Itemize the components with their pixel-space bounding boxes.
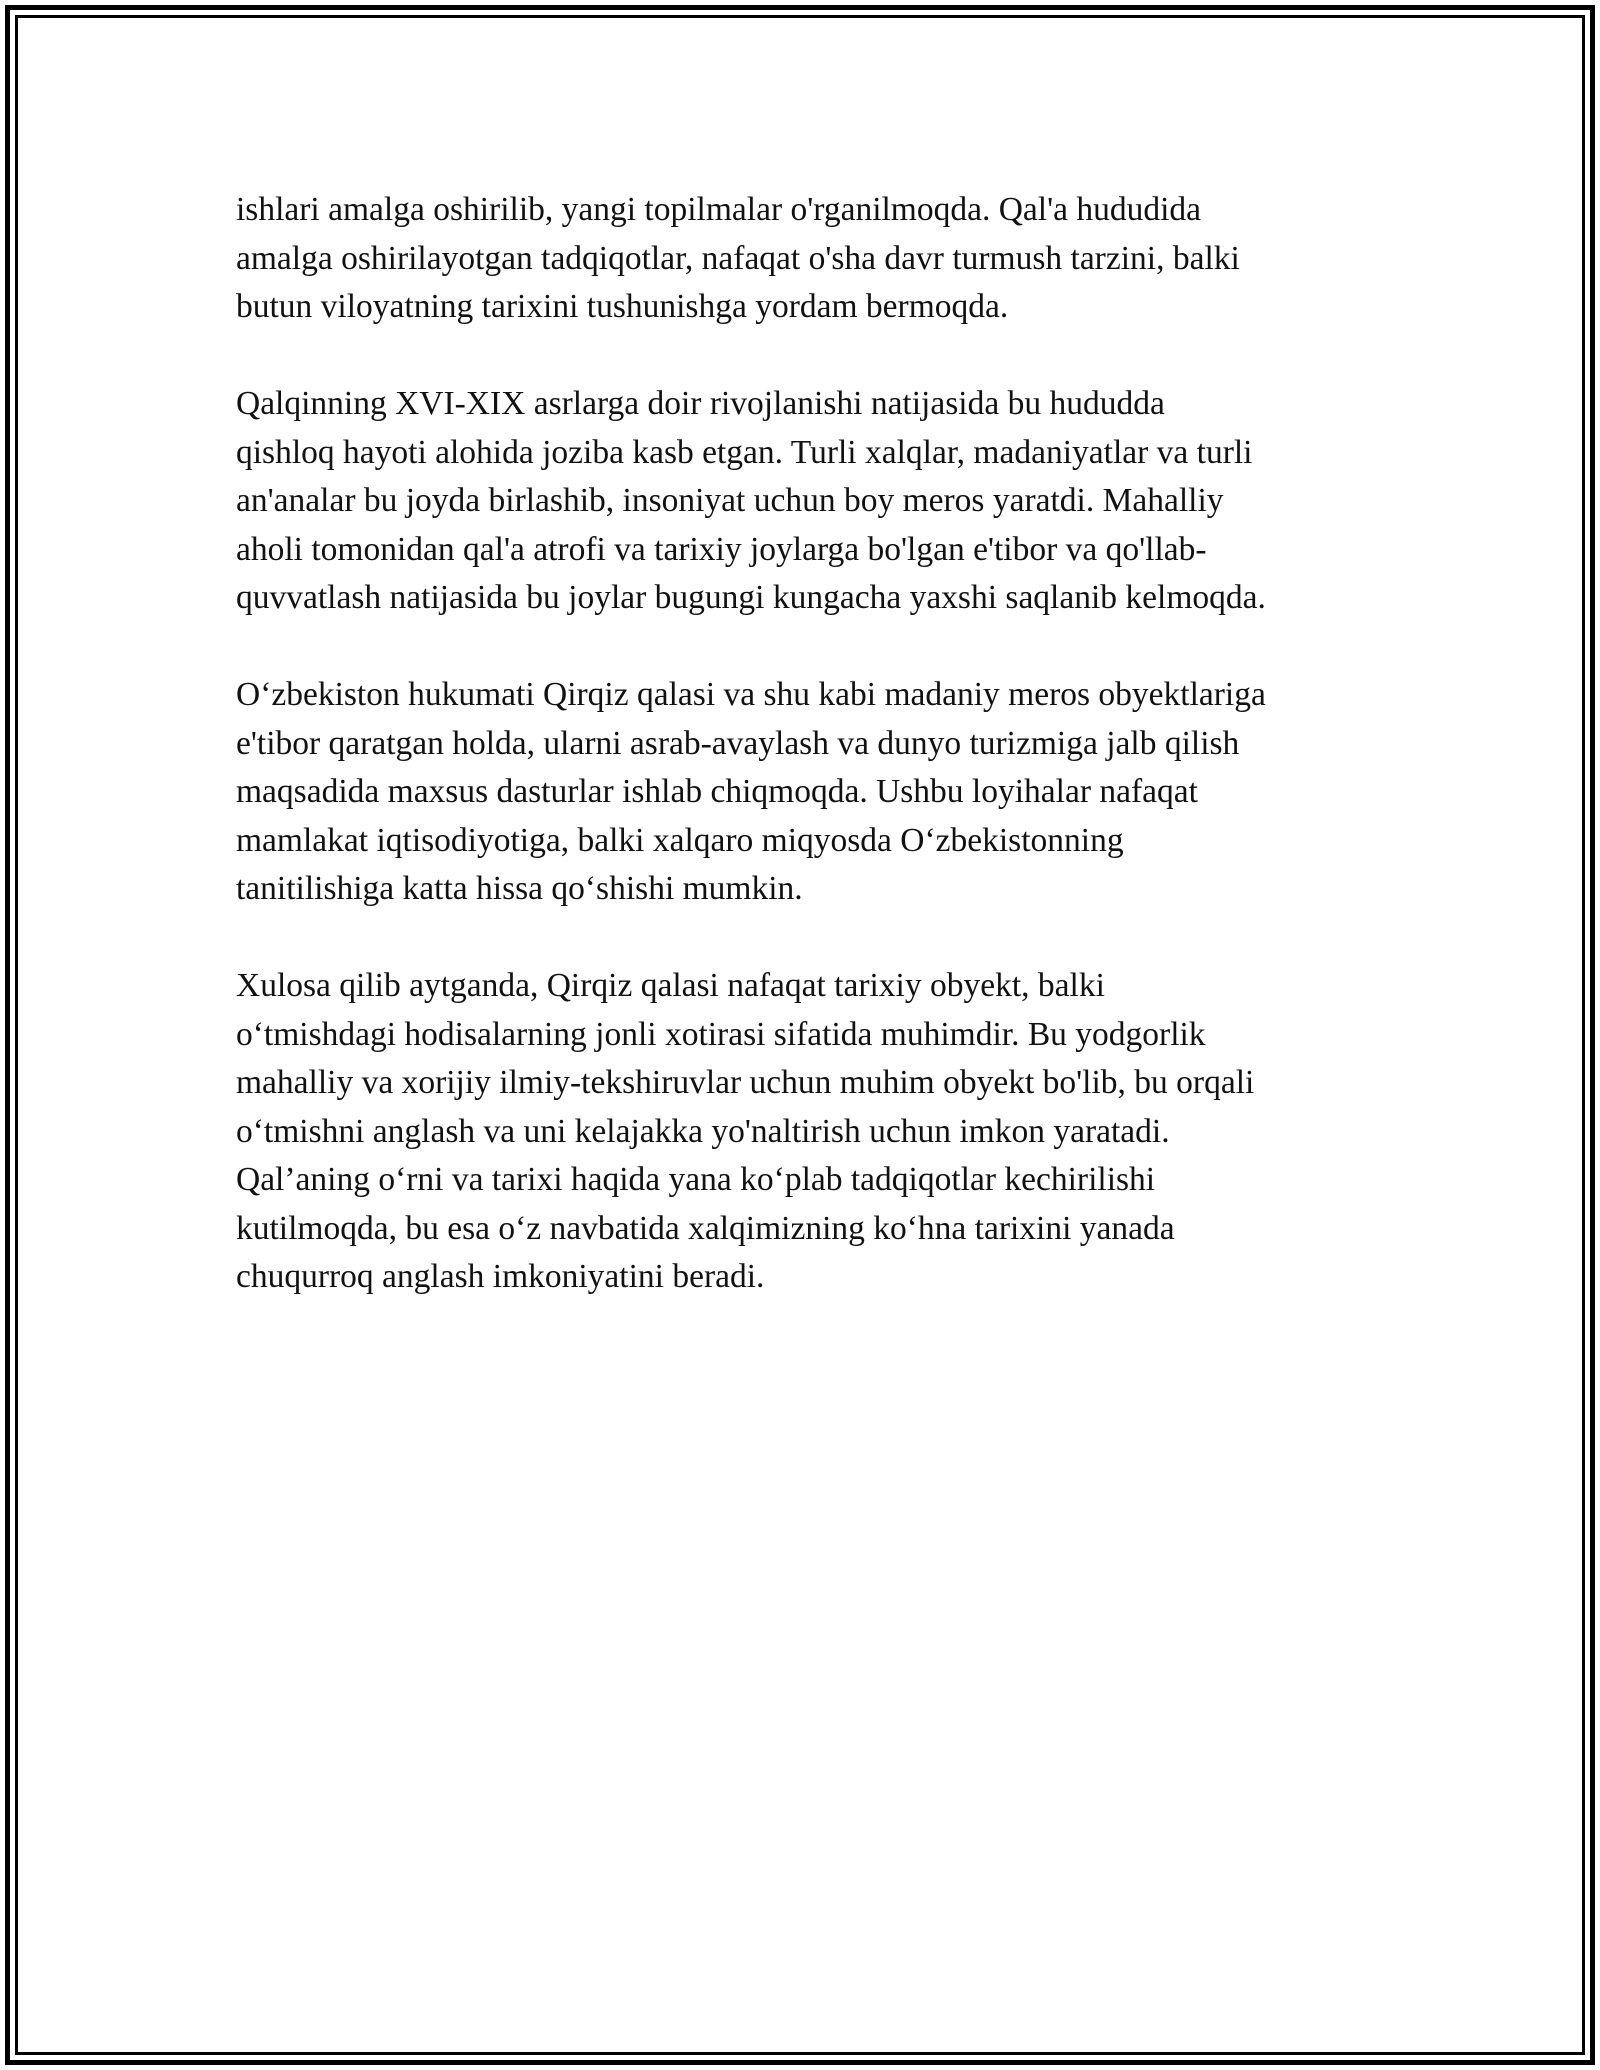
paragraph-line: maqsadida maxsus dasturlar ishlab chiqmoqda. Ushbu loyihalar nafaqat: [236, 773, 1198, 810]
paragraph-4: [236, 962, 1376, 1302]
paragraph-line: qishloq hayoti alohida joziba kasb etgan. Turli xalqlar, madaniyatlar va turli: [236, 433, 1253, 471]
paragraph-line: tanitilishiga katta hissa qo‘shishi mumkin.: [236, 870, 803, 907]
paragraph-line: amalga oshirilayotgan tadqiqotlar, nafaqat o'sha davr turmush tarzini, balki: [236, 239, 1240, 277]
paragraph-line: butun viloyatning tarixini tushunishga yordam bermoqda.: [236, 288, 1009, 325]
paragraph-line: mamlakat iqtisodiyotiga, balki xalqaro miqyosda O‘zbekistonning: [236, 821, 1124, 859]
paragraph-line: o‘tmishdagi hodisalarning jonli xotirasi sifatida muhimdir. Bu yodgorlik: [236, 1015, 1206, 1053]
paragraph-line: quvvatlash natijasida bu joylar bugungi kungacha yaxshi saqlanib kelmoqda.: [236, 579, 1266, 616]
paragraph-line: an'analar bu joyda birlashib, insoniyat uchun boy meros yaratdi. Mahalliy: [236, 482, 1224, 519]
paragraph-line: Xulosa qilib aytganda, Qirqiz qalasi nafaqat tarixiy obyekt, balki: [236, 967, 1105, 1004]
paragraph-3: [236, 671, 1376, 914]
paragraph-line: O‘zbekiston hukumati Qirqiz qalasi va shu kabi madaniy meros obyektlariga: [236, 676, 1266, 713]
paragraph-line: kutilmoqda, bu esa o‘z navbatida xalqimizning ko‘hna tarixini yanada: [236, 1209, 1175, 1247]
paragraph-line: Qal’aning o‘rni va tarixi haqida yana ko‘plab tadqiqotlar kechirilishi: [236, 1161, 1156, 1198]
paragraph-line: mahalliy va xorijiy ilmiy-tekshiruvlar uchun muhim obyekt bo'lib, bu orqali: [236, 1064, 1255, 1101]
paragraph-2: [236, 380, 1376, 623]
paragraph-line: ishlari amalga oshirilib, yangi topilmalar o'rganilmoqda. Qal'a hududida: [236, 191, 1202, 228]
paragraph-1: [236, 186, 1376, 332]
paragraph-line: e'tibor qaratgan holda, ularni asrab-avaylash va dunyo turizmiga jalb qilish: [236, 724, 1240, 762]
paragraph-line: aholi tomonidan qal'a atrofi va tarixiy joylarga bo'lgan e'tibor va qo'llab-: [236, 530, 1207, 568]
paragraph-line: o‘tmishni anglash va uni kelajakka yo'naltirish uchun imkon yaratadi.: [236, 1112, 1170, 1150]
paragraph-line: chuqurroq anglash imkoniyatini beradi.: [236, 1258, 765, 1295]
paragraph-line: Qalqinning XVI-XIX asrlarga doir rivojlanishi natijasida bu hududda: [236, 385, 1165, 422]
document-body: [236, 186, 1376, 1350]
